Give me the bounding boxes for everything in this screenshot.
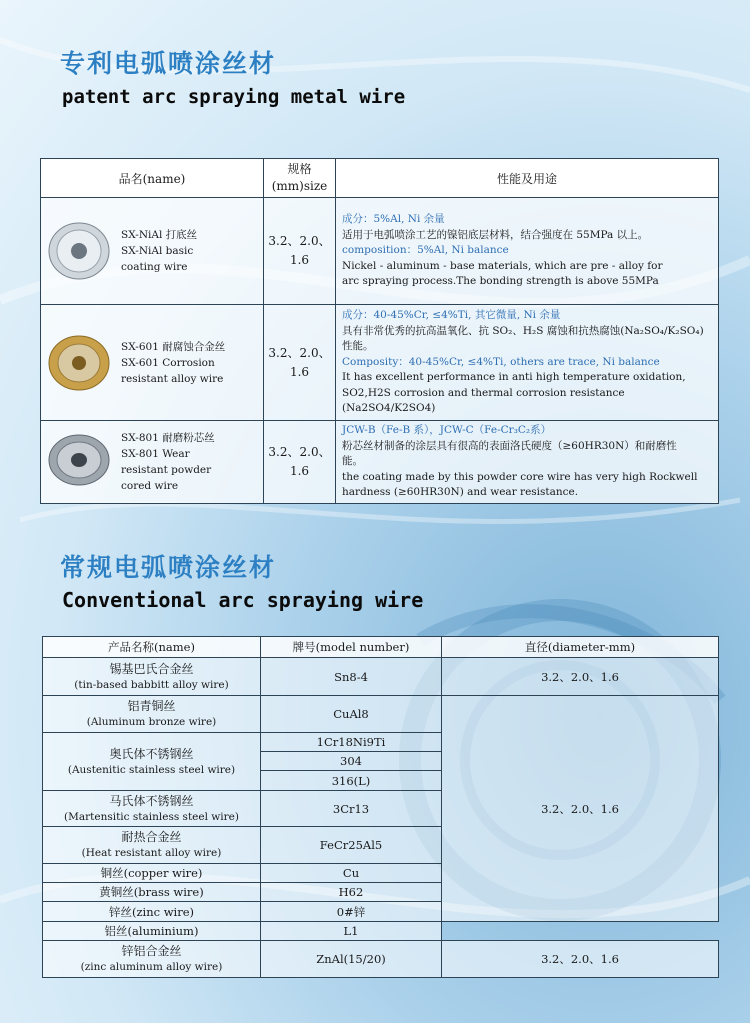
desc-line: SO2,H2S corrosion and thermal corrosion resistance: [342, 386, 625, 399]
product-name-cell: 铝丝(aluminium): [43, 922, 261, 941]
wire-spool-image: [47, 333, 111, 393]
product-name-cell: [43, 791, 261, 827]
desc-line: 成分：40-45%Cr, ≤4%Ti, 其它微量, Ni 余量: [342, 309, 561, 322]
size-cell: [264, 198, 336, 305]
section1-title-en: patent arc spraying metal wire: [62, 86, 406, 108]
product-name-cell: 铜丝(copper wire): [43, 864, 261, 883]
desc-line: the coating made by this powder core wire has very high Rockwell: [342, 470, 698, 483]
table-header-row: [43, 637, 719, 658]
model-cell: 316(L): [261, 771, 442, 791]
desc-line: 成分：5%Al, Ni 余量: [342, 213, 445, 226]
diameter-cell: 3.2、2.0、1.6: [442, 658, 719, 696]
product-name-line: SX-601 Corrosion: [121, 356, 215, 369]
size-line: 1.6: [289, 364, 310, 379]
product-name-cell: [43, 733, 261, 791]
model-cell: Cu: [261, 864, 442, 883]
desc-line: (Na2SO4/K2SO4): [342, 402, 436, 415]
model-cell: 1Cr18Ni9Ti: [261, 733, 442, 752]
desc-line: composition：5%Al, Ni balance: [342, 244, 509, 257]
desc-line: 适用于电弧喷涂工艺的镍铝底层材料，结合强度在 55MPa 以上。: [342, 228, 649, 241]
usage-cell: [336, 305, 719, 421]
product-name-cn: 铝青铜丝: [127, 699, 176, 713]
table-header-row: [41, 159, 719, 198]
desc-line: 粉芯丝材制备的涂层具有很高的表面洛氏硬度（≥60HR30N）和耐磨性: [342, 439, 677, 452]
product-name-line: resistant powder: [121, 464, 212, 476]
product-name-line: SX-601 耐腐蚀合金丝: [121, 340, 226, 353]
usage-cell: [336, 198, 719, 305]
desc-line: 性能。: [342, 340, 374, 353]
size-line: 3.2、2.0、: [268, 234, 331, 248]
header-product-name: 产品名称(name): [43, 637, 261, 658]
desc-line: arc spraying process.The bonding strength is above 55MPa: [342, 275, 659, 288]
table-row: [41, 421, 719, 504]
desc-line: hardness (≥60HR30N) and wear resistance.: [342, 486, 579, 499]
product-name-cn: 锌铝合金丝: [121, 944, 182, 958]
desc-line: Composity：40-45%Cr, ≤4%Ti, others are trace, Ni balance: [342, 355, 660, 368]
size-cell: [264, 421, 336, 504]
conventional-wire-table: [42, 636, 719, 978]
product-name-en: (Aluminum bronze wire): [86, 716, 217, 728]
size-line: 1.6: [289, 253, 310, 267]
product-name-line: resistant alloy wire: [121, 372, 224, 385]
size-line: 1.6: [289, 464, 310, 478]
header-size-line2: (mm)size: [271, 179, 328, 193]
product-name-cn: 锡基巴氏合金丝: [109, 661, 194, 676]
size-line: 3.2、2.0、: [268, 445, 331, 459]
table-row: [43, 658, 719, 696]
product-name-line: coating wire: [121, 261, 188, 273]
wire-spool-image: [47, 221, 111, 281]
diameter-cell: 3.2、2.0、1.6: [442, 941, 719, 978]
product-name-cell: [43, 941, 261, 978]
model-cell: CuAl8: [261, 696, 442, 733]
size-line: 3.2、2.0、: [268, 345, 331, 360]
product-name-en: (tin-based babbitt alloy wire): [74, 678, 229, 691]
model-cell: 3Cr13: [261, 791, 442, 827]
desc-line: 能。: [342, 455, 363, 468]
desc-line: It has excellent performance in anti high temperature oxidation,: [342, 371, 686, 384]
patent-wire-table: [40, 158, 719, 504]
table-row: [43, 696, 719, 733]
product-name-line: SX-NiAl 打底丝: [121, 229, 198, 241]
wire-spool-image: [47, 432, 111, 492]
section2-title-en: Conventional arc spraying wire: [62, 588, 424, 612]
product-name-cn: 马氏体不锈钢丝: [109, 793, 194, 808]
desc-line: JCW-B（Fe-B 系），JCW-C（Fe-Cr₃C₂系）: [342, 424, 552, 437]
model-cell: Sn8-4: [261, 658, 442, 696]
product-name-en: (Austenitic stainless steel wire): [67, 763, 236, 776]
product-name-cell: [43, 658, 261, 696]
product-name-line: cored wire: [121, 480, 179, 492]
section1-title-cn: 专利电弧喷涂丝材: [60, 49, 277, 78]
section2-title-cn: 常规电弧喷涂丝材: [60, 553, 277, 582]
product-name-cell: [43, 827, 261, 864]
product-name-cn: 奥氏体不锈钢丝: [109, 746, 194, 761]
model-cell: FeCr25Al5: [261, 827, 442, 864]
diameter-cell: 3.2、2.0、1.6: [442, 696, 719, 922]
desc-line: Nickel - aluminum - base materials, which are pre - alloy for: [342, 259, 663, 272]
model-cell: L1: [261, 922, 442, 941]
table-row: [41, 198, 719, 305]
product-name-line: SX-NiAl basic: [121, 245, 194, 257]
usage-cell: [336, 421, 719, 504]
header-model: 牌号(model number): [261, 637, 442, 658]
product-name-cell: 黄铜丝(brass wire): [43, 883, 261, 902]
table-row: [41, 305, 719, 421]
header-size-line1: 规格: [287, 162, 312, 176]
product-name-cn: 耐热合金丝: [121, 830, 182, 844]
model-cell: H62: [261, 883, 442, 902]
model-cell: 304: [261, 752, 442, 771]
model-cell: ZnAl(15/20): [261, 941, 442, 978]
table-row: [43, 922, 719, 941]
model-cell: 0#锌: [261, 902, 442, 922]
size-cell: [264, 305, 336, 421]
product-name-en: (Martensitic stainless steel wire): [64, 810, 239, 823]
header-name: 品名(name): [41, 159, 264, 198]
header-diameter: 直径(diameter-mm): [442, 637, 719, 658]
product-name-cell: [43, 696, 261, 733]
desc-line: 具有非常优秀的抗高温氧化、抗 SO₂、H₂S 腐蚀和抗热腐蚀(Na₂SO₄/K₂SO₄): [342, 324, 704, 337]
product-name-cell: 锌丝(zinc wire): [43, 902, 261, 922]
product-name-line: SX-801 Wear: [121, 448, 190, 460]
product-name-line: SX-801 耐磨粉芯丝: [121, 432, 215, 444]
product-name-en: (Heat resistant alloy wire): [81, 847, 222, 859]
header-usage: 性能及用途: [336, 159, 719, 198]
header-size: [264, 159, 336, 198]
table-row: [43, 941, 719, 978]
product-name-en: (zinc aluminum alloy wire): [80, 961, 223, 973]
